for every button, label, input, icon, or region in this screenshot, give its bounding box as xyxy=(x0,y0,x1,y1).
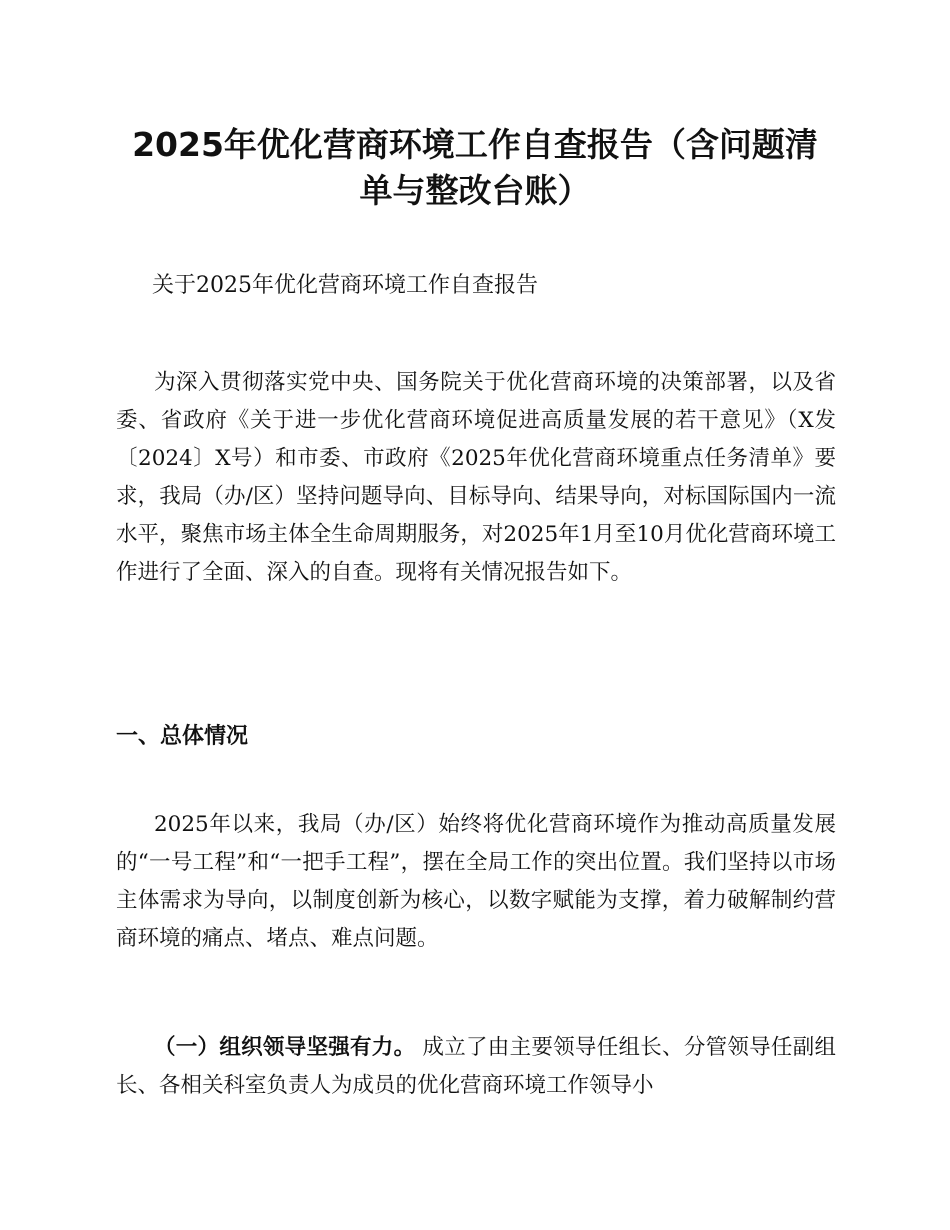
document-title: 2025年优化营商环境工作自查报告（含问题清单与整改台账） xyxy=(132,125,818,210)
section-heading-overall: 一、总体情况 xyxy=(116,724,249,749)
intro-paragraph: 为深入贯彻落实党中央、国务院关于优化营商环境的决策部署，以及省委、省政府《关于进一步优化营商环境促进高质量发展的若干意见》（X发〔2024〕X号）和市委、市政府《2025年优化营商环境重点任务清单》要求，我局（办/区）坚持问题导向、目标导向、结果导向，对标国际国内一流水平，聚焦市场主体全生命周期服务，对2025年1月至10月优化营商环境工作进行了全面、深入的自查。现将有关情况报告如下。 xyxy=(116,370,836,585)
overall-paragraph: 2025年以来，我局（办/区）始终将优化营商环境作为推动高质量发展的“一号工程”和“一把手工程”，摆在全局工作的突出位置。我们坚持以市场主体需求为导向，以制度创新为核心，以数字赋能为支撑，着力破解制约营商环境的痛点、堵点、难点问题。 xyxy=(116,812,836,951)
subsection-text-organization: 成立了由主要领导任组长、分管领导任副组长、各相关科室负责人为成员的优化营商环境工作领导小 xyxy=(116,1035,836,1098)
document-subtitle: 关于2025年优化营商环境工作自查报告 xyxy=(152,273,538,298)
subsection-lead-organization: （一）组织领导坚强有力。 xyxy=(154,1035,416,1060)
organization-paragraph xyxy=(116,1029,836,1105)
